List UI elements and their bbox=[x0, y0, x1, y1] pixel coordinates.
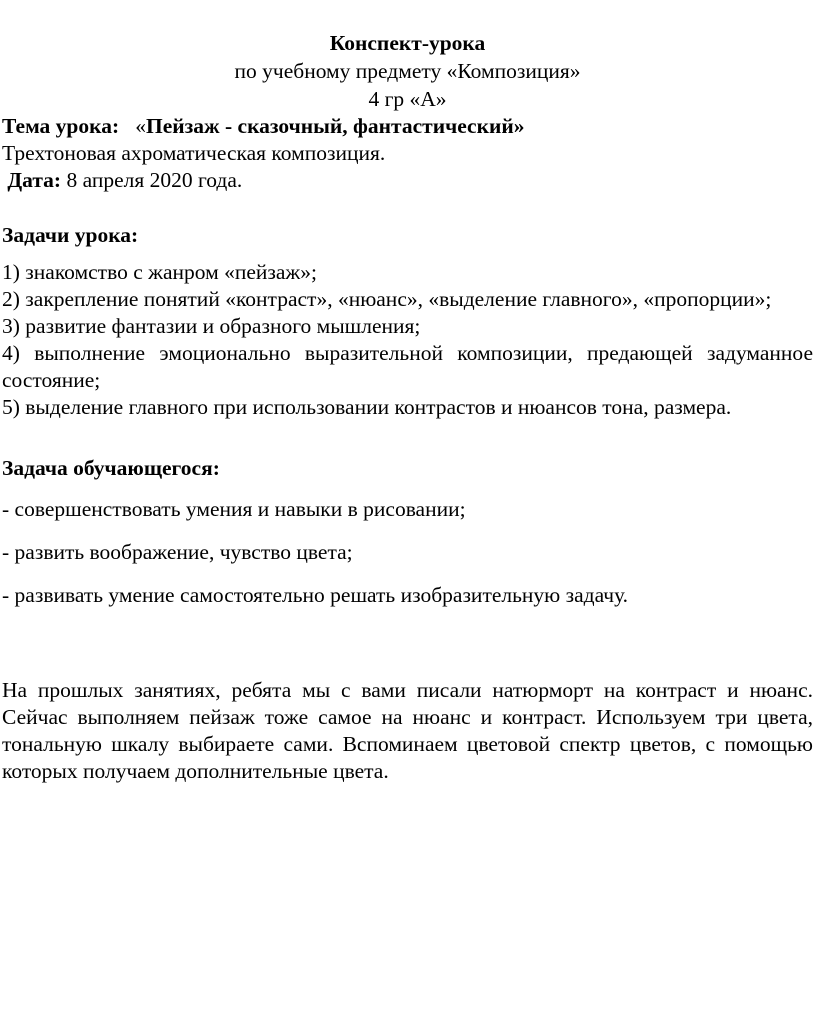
lesson-task-item: 5) выделение главного при использовании контрастов и нюансов тона, размера. bbox=[2, 395, 732, 419]
date-label: Дата: bbox=[7, 168, 62, 192]
lesson-tasks-heading: Задачи урока: bbox=[2, 223, 139, 247]
student-task-item: - совершенствовать умения и навыки в рисовании; bbox=[2, 497, 466, 521]
body-paragraph: На прошлых занятиях, ребята мы с вами писали натюрморт на контраст и нюанс. Сейчас выполняем пейзаж тоже самое на нюанс и контраст. Используем три цвета, тональную шкалу выбираете сами. Вспоминаем цветовой спектр цветов, с помощью которых получаем дополнительные цвета. bbox=[2, 678, 813, 783]
date-line bbox=[2, 167, 813, 194]
spacer bbox=[2, 421, 813, 455]
lesson-task-item: 3) развитие фантазии и образного мышления; bbox=[2, 314, 421, 338]
student-task-item: - развивать умение самостоятельно решать изобразительную задачу. bbox=[2, 583, 629, 607]
student-task-item: - развить воображение, чувство цвета; bbox=[2, 540, 353, 564]
date-value: 8 апреля 2020 года. bbox=[61, 168, 243, 192]
spacer bbox=[2, 625, 813, 677]
group-line: 4 гр «А» bbox=[368, 87, 447, 111]
spacer bbox=[2, 194, 813, 222]
topic-line bbox=[2, 113, 813, 140]
topic-label: Тема урока: bbox=[2, 114, 120, 138]
student-tasks-heading: Задача обучающегося: bbox=[2, 456, 220, 480]
topic-quote-open: « bbox=[135, 114, 146, 138]
lesson-task-item: 4) выполнение эмоционально выразительной композиции, предающей задуманное состояние; bbox=[2, 341, 813, 392]
subject-line: по учебному предмету «Композиция» bbox=[234, 59, 581, 83]
lesson-subtitle: Трехтоновая ахроматическая композиция. bbox=[2, 141, 386, 165]
topic-value: Пейзаж - сказочный, фантастический» bbox=[146, 114, 525, 138]
document-title: Конспект-урока bbox=[329, 31, 486, 55]
lesson-task-item: 1) знакомство с жанром «пейзаж»; bbox=[2, 260, 318, 284]
lesson-task-item: 2) закрепление понятий «контраст», «нюанс», «выделение главного», «пропорции»; bbox=[2, 287, 772, 311]
spacer bbox=[2, 249, 813, 259]
